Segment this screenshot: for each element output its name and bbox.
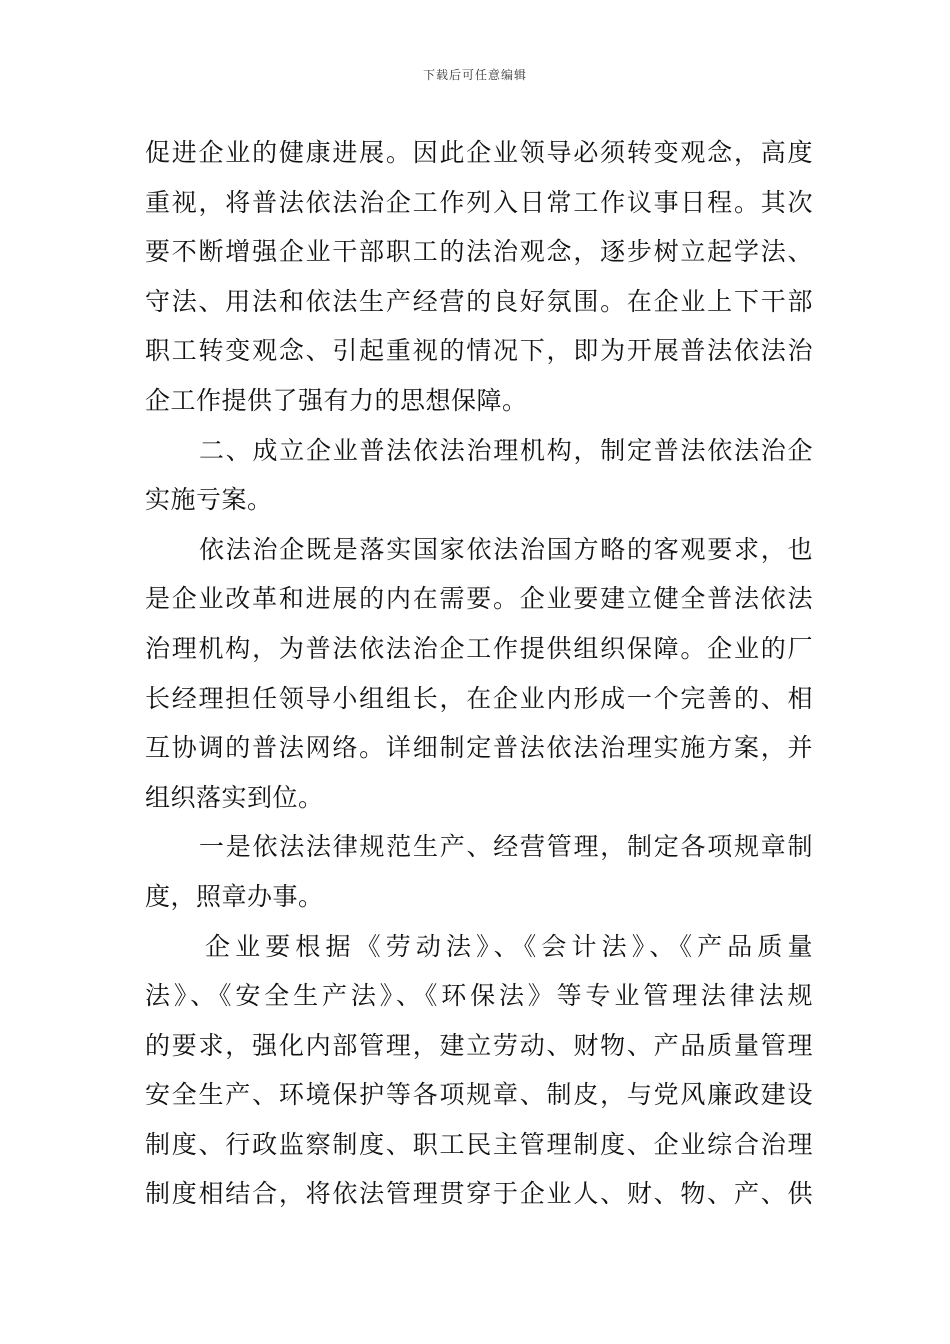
- text-line: 法》、《安全生产法》、《环保法》等专业管理法律法规: [145, 981, 813, 1011]
- section-heading-line: 二、成立企业普法依法治理机构，制定普法依法治企: [199, 435, 813, 465]
- page-header: 下载后可任意编辑: [422, 68, 527, 82]
- text-line: 制度、行政监察制度、职工民主管理制度、企业综合治理: [145, 1129, 813, 1159]
- text-line: 守法、用法和依法生产经营的良好氛围。在企业上下干部: [145, 286, 813, 316]
- text-line: 职工转变观念、引起重视的情况下，即为开展普法依法治: [145, 336, 813, 366]
- text-line: 企工作提供了强有力的思想保障。: [145, 385, 528, 415]
- text-line: 促进企业的健康进展。因此企业领导必须转变观念，高度: [145, 138, 813, 167]
- text-line: 要不断增强企业干部职工的法治观念，逐步树立起学法、: [145, 237, 813, 267]
- text-line: 是企业改革和进展的内在需要。企业要建立健全普法依法: [145, 584, 813, 614]
- text-line: 企业要根据《劳动法》、《会计法》、《产品质量: [205, 931, 813, 961]
- document-body: [145, 128, 813, 1219]
- text-line: 互协调的普法网络。详细制定普法依法治理实施方案，并: [145, 733, 813, 763]
- text-line: 安全生产、环境保护等各项规章、制皮，与党风廉政建设: [145, 1080, 813, 1110]
- text-line: 的要求，强化内部管理，建立劳动、财物、产品质量管理: [145, 1030, 813, 1060]
- section-heading-line: 实施亏案。: [145, 485, 273, 515]
- text-line: 组织落实到位。: [145, 782, 324, 812]
- text-line: 一是依法法律规范生产、经营管理，制定各项规章制: [199, 832, 813, 862]
- text-line: 制度相结合，将依法管理贯穿于企业人、财、物、产、供: [145, 1179, 813, 1209]
- text-line: 治理机构，为普法依法治企工作提供组织保障。企业的厂: [145, 633, 813, 663]
- text-line: 度，照章办事。: [145, 881, 324, 911]
- text-line: 重视，将普法依法治企工作列入日常工作议事日程。其次: [145, 187, 813, 217]
- text-line: 依法治企既是落实国家依法治国方略的客观要求，也: [199, 534, 813, 564]
- text-line: 长经理担任领导小组组长，在企业内形成一个完善的、相: [145, 683, 813, 713]
